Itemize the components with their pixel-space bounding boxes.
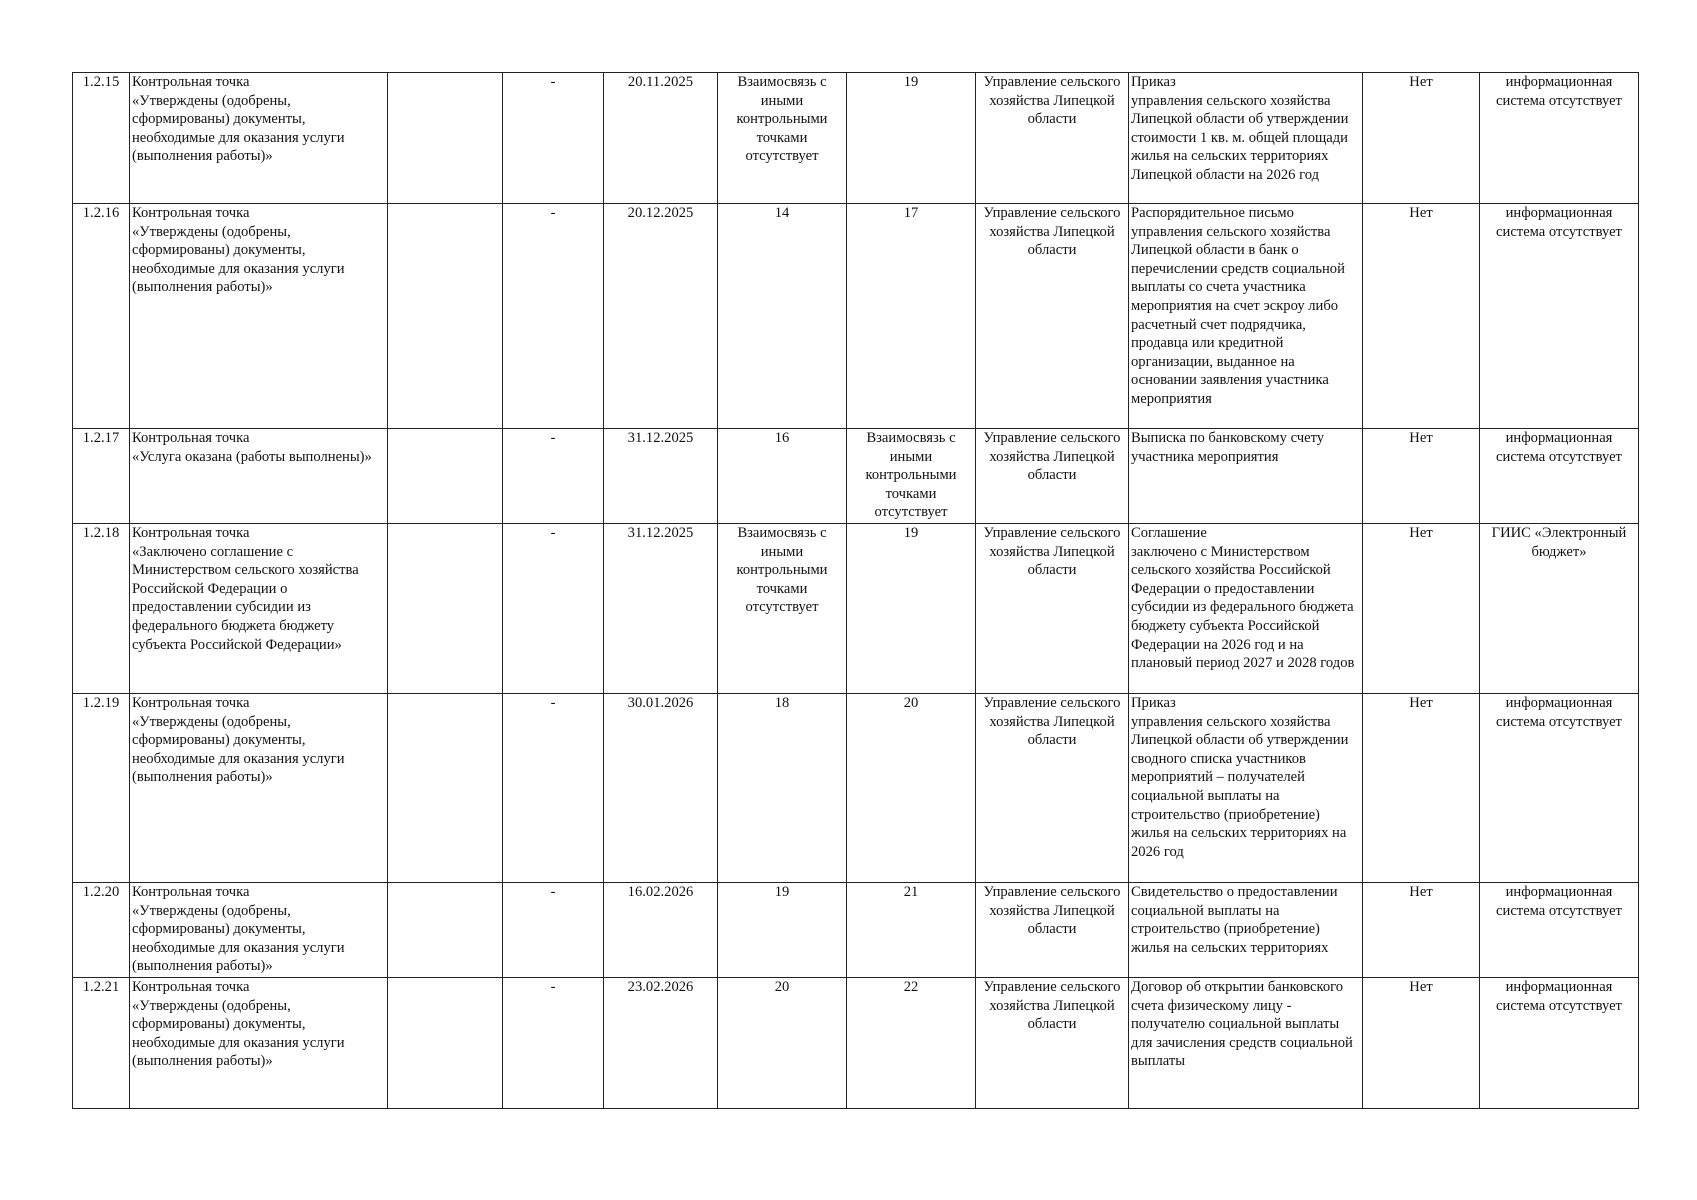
successor-cell: 19 xyxy=(847,73,976,204)
responsible-cell: Управление сельского хозяйства Липецкой области xyxy=(976,429,1129,524)
flag-cell: Нет xyxy=(1363,204,1480,429)
row-number: 1.2.19 xyxy=(73,694,130,883)
date-cell: 31.12.2025 xyxy=(604,524,718,694)
empty-cell xyxy=(388,978,503,1109)
table-row xyxy=(73,694,1639,883)
dash-cell: - xyxy=(503,883,604,978)
flag-cell: Нет xyxy=(1363,73,1480,204)
info-system-cell: ГИИС «Электронный бюджет» xyxy=(1480,524,1639,694)
flag-cell: Нет xyxy=(1363,883,1480,978)
dash-cell: - xyxy=(503,73,604,204)
control-point-name: Контрольная точка «Утверждены (одобрены, сформированы) документы, необходимые для оказания услуги (выполнения работы)» xyxy=(130,883,388,978)
info-system-cell: информационная система отсутствует xyxy=(1480,204,1639,429)
row-number: 1.2.16 xyxy=(73,204,130,429)
empty-cell xyxy=(388,204,503,429)
date-cell: 31.12.2025 xyxy=(604,429,718,524)
responsible-cell: Управление сельского хозяйства Липецкой области xyxy=(976,978,1129,1109)
table-row xyxy=(73,73,1639,204)
successor-cell: 20 xyxy=(847,694,976,883)
successor-cell: Взаимосвязь с иными контрольными точками отсутствует xyxy=(847,429,976,524)
flag-cell: Нет xyxy=(1363,429,1480,524)
document-cell: Свидетельство о предоставлении социальной выплаты на строительство (приобретение) жилья на сельских территориях xyxy=(1129,883,1363,978)
responsible-cell: Управление сельского хозяйства Липецкой области xyxy=(976,204,1129,429)
empty-cell xyxy=(388,429,503,524)
empty-cell xyxy=(388,883,503,978)
table-row xyxy=(73,524,1639,694)
date-cell: 20.11.2025 xyxy=(604,73,718,204)
control-point-name: Контрольная точка «Утверждены (одобрены, сформированы) документы, необходимые для оказания услуги (выполнения работы)» xyxy=(130,978,388,1109)
responsible-cell: Управление сельского хозяйства Липецкой области xyxy=(976,524,1129,694)
row-number: 1.2.20 xyxy=(73,883,130,978)
table-row xyxy=(73,883,1639,978)
predecessor-cell: 18 xyxy=(718,694,847,883)
info-system-cell: информационная система отсутствует xyxy=(1480,694,1639,883)
predecessor-cell: 20 xyxy=(718,978,847,1109)
successor-cell: 21 xyxy=(847,883,976,978)
date-cell: 30.01.2026 xyxy=(604,694,718,883)
predecessor-cell: 14 xyxy=(718,204,847,429)
control-point-name: Контрольная точка «Заключено соглашение с Министерством сельского хозяйства Российской Федерации о предоставлении субсидии из федерального бюджета бюджету субъекта Российской Федерации» xyxy=(130,524,388,694)
document-cell: Приказ управления сельского хозяйства Липецкой области об утверждении стоимости 1 кв. м. общей площади жилья на сельских территориях Липецкой области на 2026 год xyxy=(1129,73,1363,204)
control-point-name: Контрольная точка «Услуга оказана (работы выполнены)» xyxy=(130,429,388,524)
responsible-cell: Управление сельского хозяйства Липецкой области xyxy=(976,883,1129,978)
dash-cell: - xyxy=(503,978,604,1109)
predecessor-cell: 16 xyxy=(718,429,847,524)
successor-cell: 22 xyxy=(847,978,976,1109)
dash-cell: - xyxy=(503,694,604,883)
document-cell: Распорядительное письмо управления сельского хозяйства Липецкой области в банк о перечислении средств социальной выплаты со счета участника мероприятия на счет эскроу либо расчетный счет подрядчика, продавца или кредитной организации, выданное на основании заявления участника мероприятия xyxy=(1129,204,1363,429)
empty-cell xyxy=(388,73,503,204)
responsible-cell: Управление сельского хозяйства Липецкой области xyxy=(976,73,1129,204)
document-cell: Соглашение заключено с Министерством сельского хозяйства Российской Федерации о предоставлении субсидии из федерального бюджета бюджету субъекта Российской Федерации на 2026 год и на плановый период 2027 и 2028 годов xyxy=(1129,524,1363,694)
successor-cell: 17 xyxy=(847,204,976,429)
control-point-name: Контрольная точка «Утверждены (одобрены, сформированы) документы, необходимые для оказания услуги (выполнения работы)» xyxy=(130,204,388,429)
table-row xyxy=(73,429,1639,524)
info-system-cell: информационная система отсутствует xyxy=(1480,73,1639,204)
document-cell: Приказ управления сельского хозяйства Липецкой области об утверждении сводного списка участников мероприятий – получателей социальной выплаты на строительство (приобретение) жилья на сельских территориях на 2026 год xyxy=(1129,694,1363,883)
date-cell: 23.02.2026 xyxy=(604,978,718,1109)
row-number: 1.2.18 xyxy=(73,524,130,694)
date-cell: 20.12.2025 xyxy=(604,204,718,429)
predecessor-cell: Взаимосвязь с иными контрольными точками отсутствует xyxy=(718,73,847,204)
row-number: 1.2.17 xyxy=(73,429,130,524)
control-points-table xyxy=(72,72,1639,1109)
info-system-cell: информационная система отсутствует xyxy=(1480,429,1639,524)
responsible-cell: Управление сельского хозяйства Липецкой области xyxy=(976,694,1129,883)
empty-cell xyxy=(388,524,503,694)
table-row xyxy=(73,204,1639,429)
dash-cell: - xyxy=(503,524,604,694)
flag-cell: Нет xyxy=(1363,978,1480,1109)
row-number: 1.2.15 xyxy=(73,73,130,204)
control-point-name: Контрольная точка «Утверждены (одобрены, сформированы) документы, необходимые для оказания услуги (выполнения работы)» xyxy=(130,694,388,883)
control-point-name: Контрольная точка «Утверждены (одобрены, сформированы) документы, необходимые для оказания услуги (выполнения работы)» xyxy=(130,73,388,204)
flag-cell: Нет xyxy=(1363,694,1480,883)
successor-cell: 19 xyxy=(847,524,976,694)
row-number: 1.2.21 xyxy=(73,978,130,1109)
flag-cell: Нет xyxy=(1363,524,1480,694)
table-row xyxy=(73,978,1639,1109)
document-cell: Выписка по банковскому счету участника мероприятия xyxy=(1129,429,1363,524)
predecessor-cell: 19 xyxy=(718,883,847,978)
dash-cell: - xyxy=(503,204,604,429)
info-system-cell: информационная система отсутствует xyxy=(1480,978,1639,1109)
date-cell: 16.02.2026 xyxy=(604,883,718,978)
empty-cell xyxy=(388,694,503,883)
info-system-cell: информационная система отсутствует xyxy=(1480,883,1639,978)
dash-cell: - xyxy=(503,429,604,524)
predecessor-cell: Взаимосвязь с иными контрольными точками отсутствует xyxy=(718,524,847,694)
document-cell: Договор об открытии банковского счета физическому лицу - получателю социальной выплаты для зачисления средств социальной выплаты xyxy=(1129,978,1363,1109)
